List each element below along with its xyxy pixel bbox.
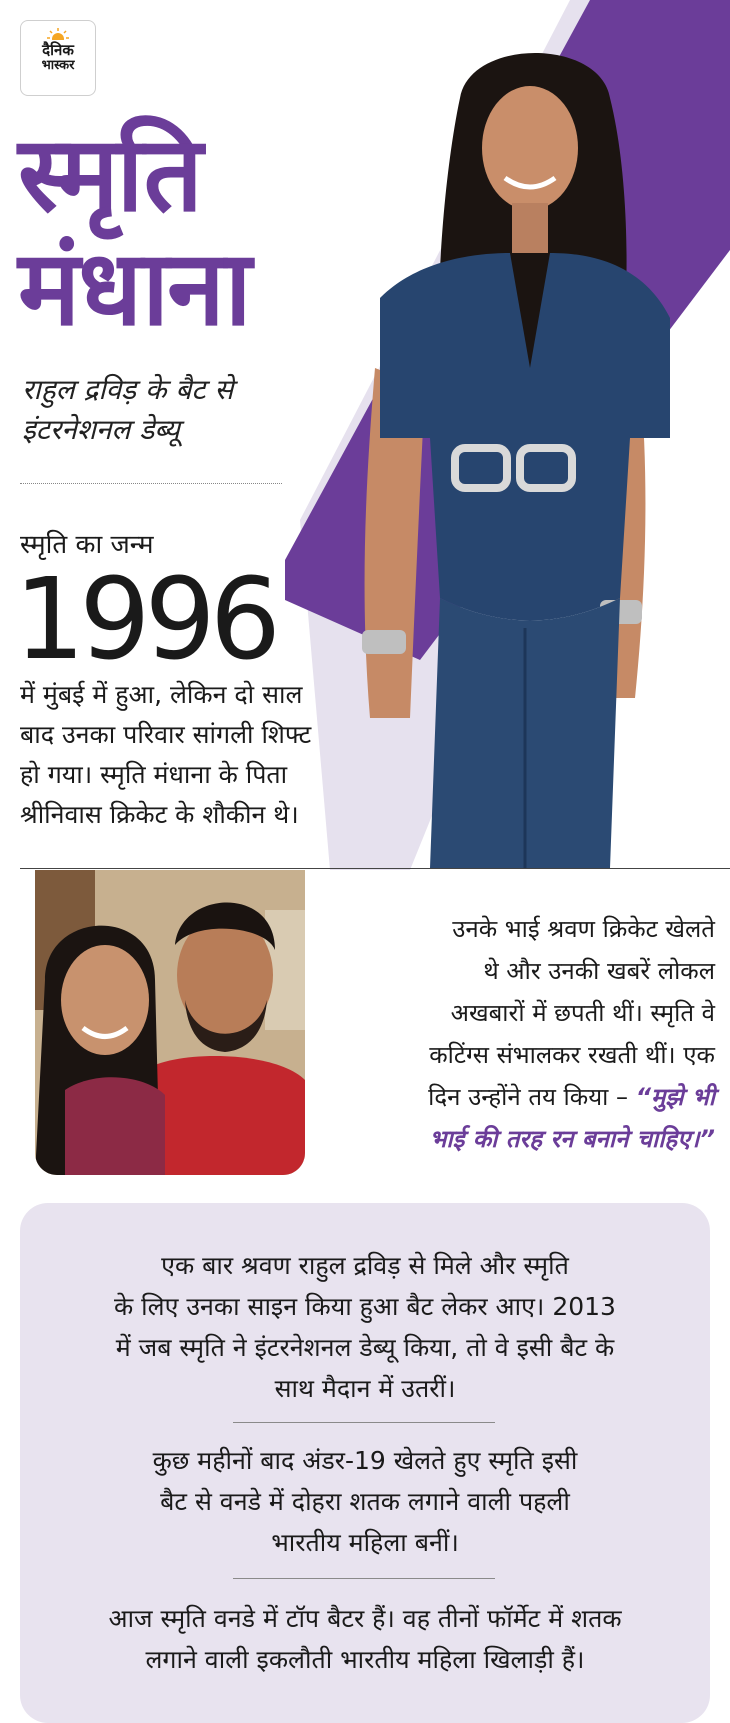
brother-line: उनके भाई श्रवण क्रिकेट खेलते <box>452 915 715 943</box>
story-line: बैट से वनडे में दोहरा शतक लगाने वाली पहली <box>160 1487 570 1516</box>
dotted-divider <box>20 483 282 484</box>
title-last-name: मंधाना <box>18 227 250 349</box>
quote-start: “मुझे भी <box>635 1083 715 1111</box>
story-line: आज स्मृति वनडे में टॉप बैटर हैं। वह तीनों फॉर्मेट में शतक <box>108 1604 622 1633</box>
subtitle <box>22 370 233 450</box>
brother-line: थे और उनकी खबरें लोकल <box>483 957 715 985</box>
story-line: में जब स्मृति ने इंटरनेशनल डेब्यू किया, तो वे इसी बैट के <box>115 1333 615 1362</box>
bio-line: बाद उनका परिवार सांगली शिफ्ट <box>20 720 312 749</box>
birth-label: स्मृति का जन्म <box>20 530 154 560</box>
story-line: एक बार श्रवण राहुल द्रविड़ से मिले और स्मृति <box>161 1251 569 1280</box>
bio-line: श्रीनिवास क्रिकेट के शौकीन थे। <box>20 800 299 829</box>
story-paragraph-1 <box>40 1245 690 1409</box>
story-line: साथ मैदान में उतरीं। <box>274 1374 456 1403</box>
bio-line: में मुंबई में हुआ, लेकिन दो साल <box>20 680 303 709</box>
quote-end: भाई की तरह रन बनाने चाहिए।” <box>429 1125 715 1153</box>
logo-line1: दैनिक <box>42 41 74 59</box>
brother-story <box>330 908 715 1160</box>
story-line: के लिए उनका साइन किया हुआ बैट लेकर आए। 2013 <box>114 1292 616 1321</box>
siblings-photo-image <box>35 870 305 1175</box>
story-line: भारतीय महिला बनीं। <box>271 1528 459 1557</box>
subtitle-line2: इंटरनेशनल डेब्यू <box>22 413 180 446</box>
section-divider <box>20 868 730 869</box>
title-first-name: स्मृति <box>18 113 201 235</box>
brother-line: कटिंग्स संभालकर रखती थीं। एक <box>429 1041 715 1069</box>
story-separator <box>233 1578 495 1579</box>
smriti-portrait-image <box>340 38 730 868</box>
birth-bio <box>20 675 390 835</box>
siblings-photo <box>35 870 305 1175</box>
story-line: कुछ महीनों बाद अंडर-19 खेलते हुए स्मृति इसी <box>152 1446 578 1475</box>
birth-year: 1996 <box>14 555 276 685</box>
brother-line: अखबारों में छपती थीं। स्मृति वे <box>450 999 715 1027</box>
story-separator <box>233 1422 495 1423</box>
subtitle-line1: राहुल द्रविड़ के बैट से <box>22 373 234 406</box>
dainik-bhaskar-logo <box>20 20 96 96</box>
brother-line-text: दिन उन्होंने तय किया – <box>428 1083 636 1111</box>
logo-line2: भास्कर <box>41 58 75 73</box>
bio-line: हो गया। स्मृति मंधाना के पिता <box>20 760 288 789</box>
brother-line <box>330 1076 715 1118</box>
sun-icon <box>47 28 69 40</box>
story-line: लगाने वाली इकलौती भारतीय महिला खिलाड़ी हैं। <box>145 1645 585 1674</box>
story-paragraph-3 <box>40 1598 690 1680</box>
story-paragraph-2 <box>40 1440 690 1563</box>
